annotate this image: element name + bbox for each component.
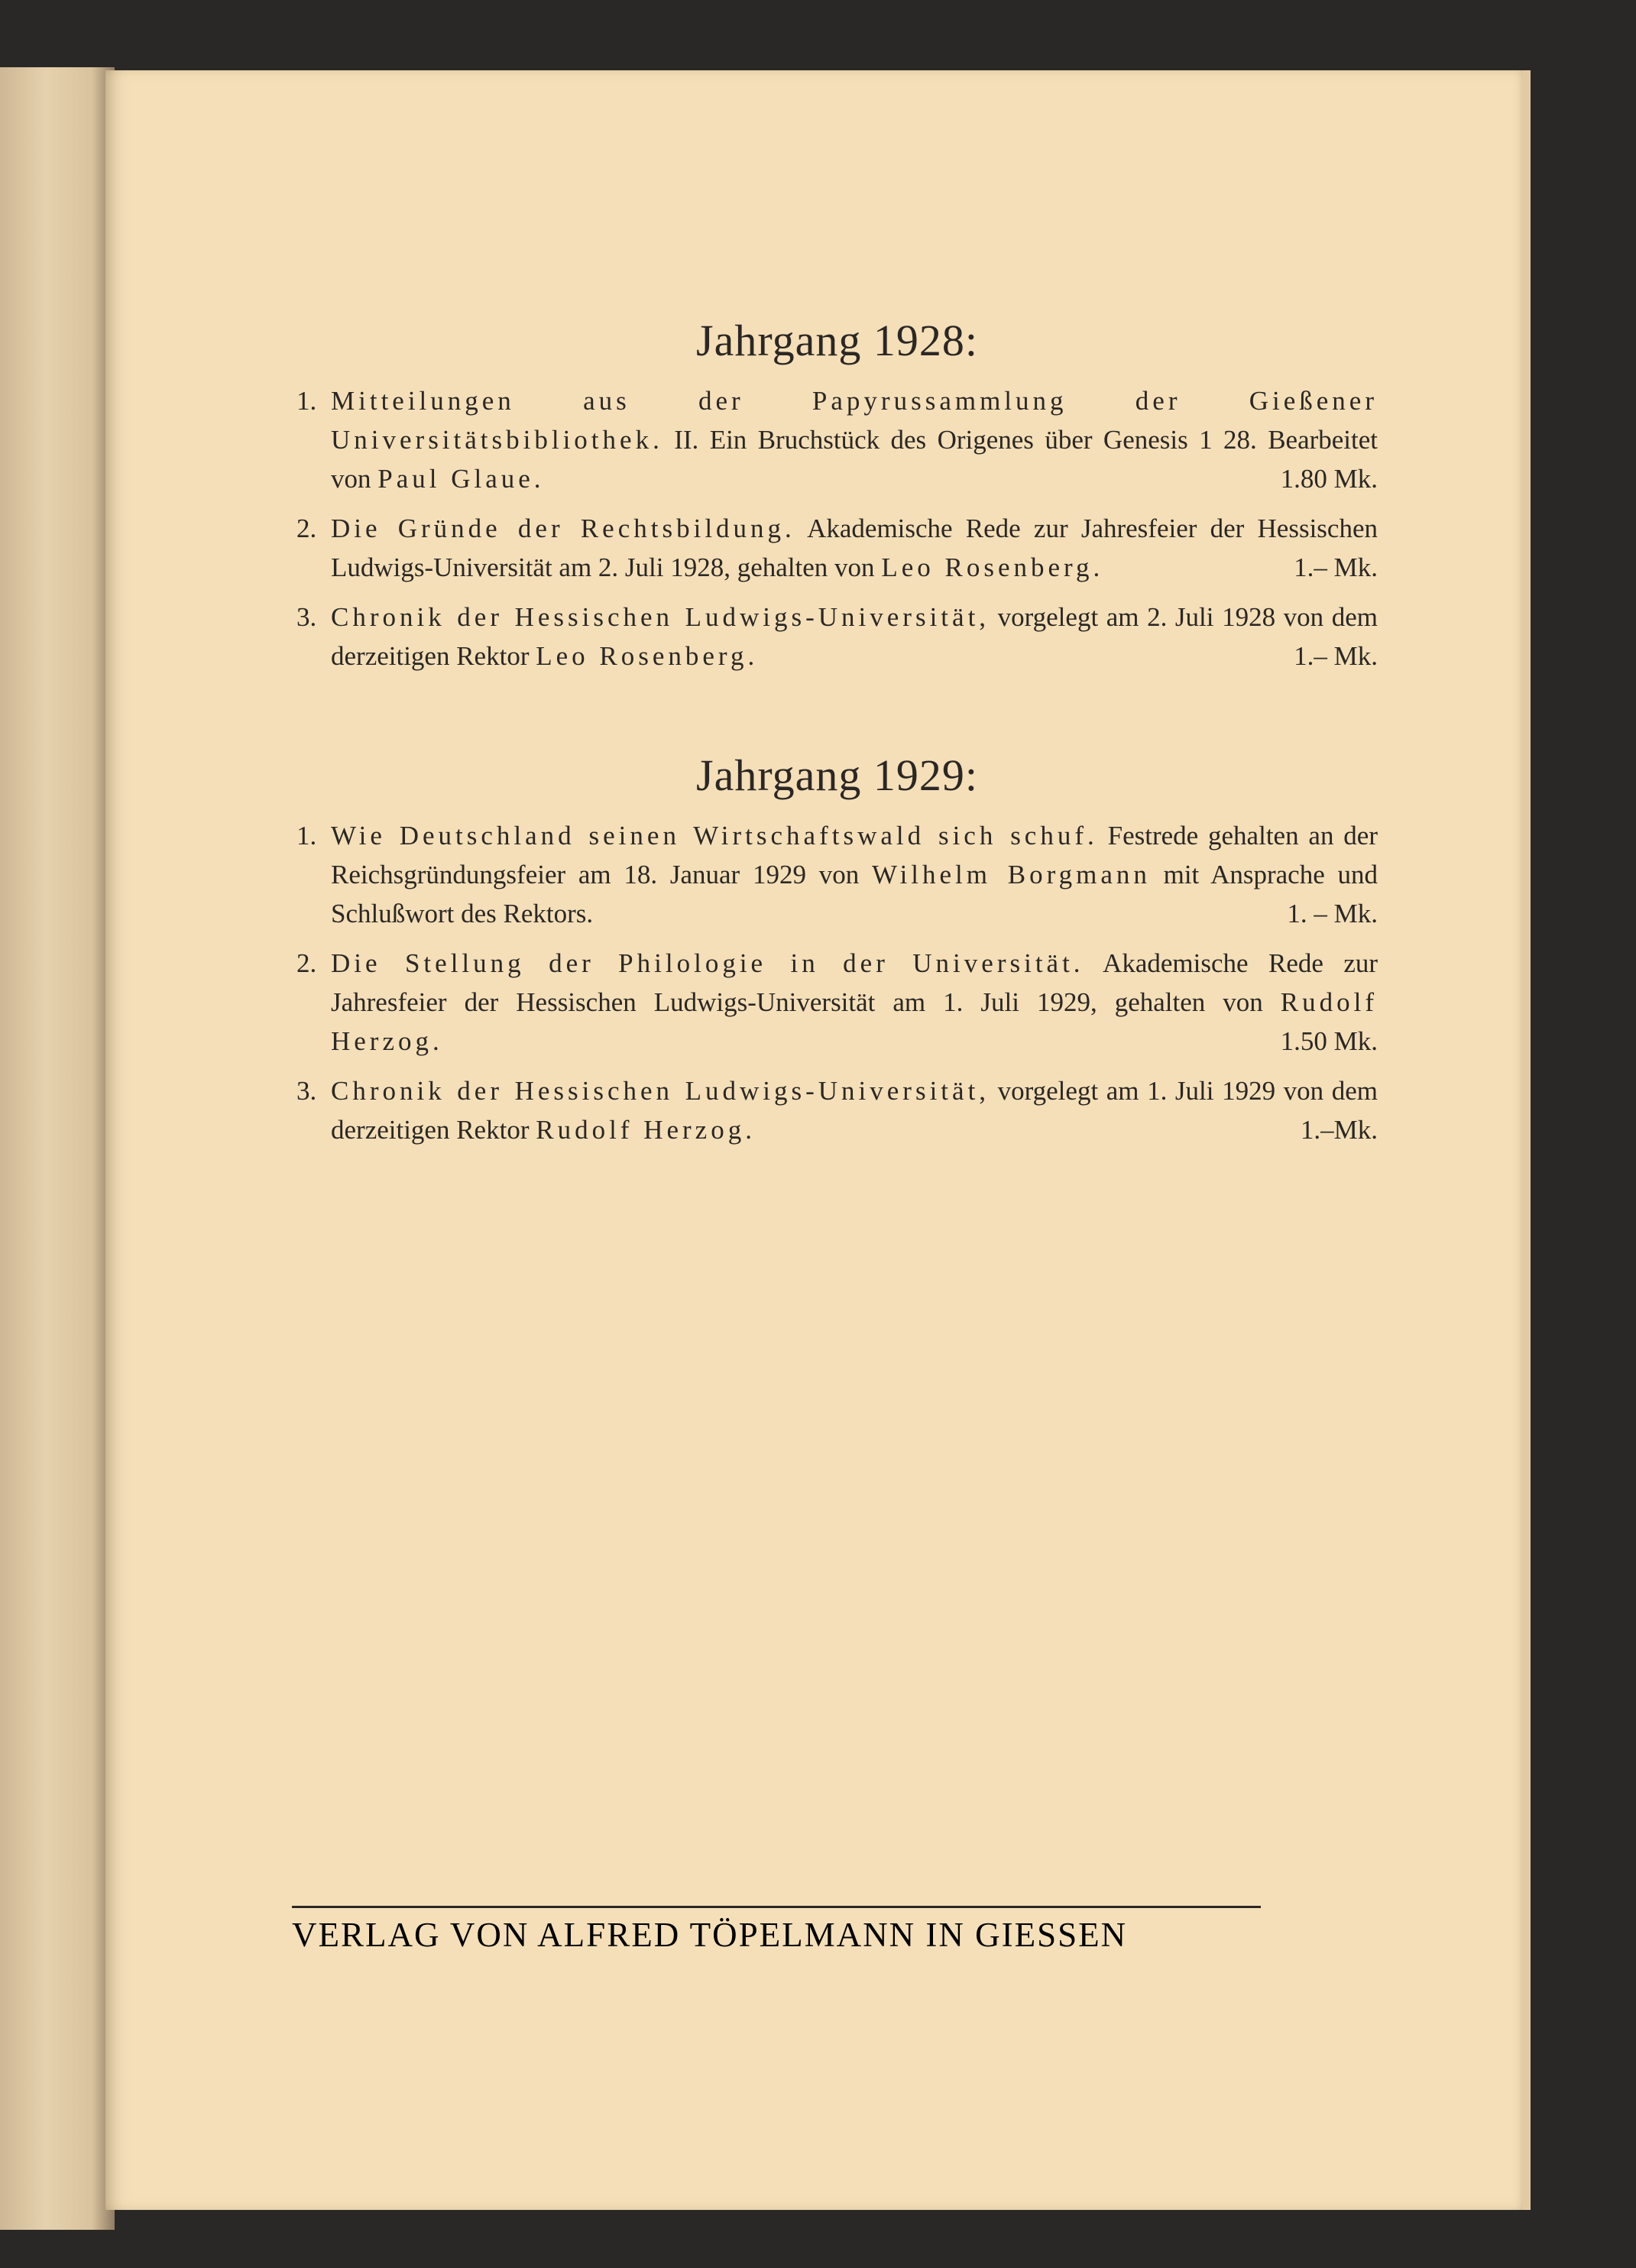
item-price: 1.50 Mk.	[1280, 1026, 1378, 1056]
item-author: Paul Glaue	[377, 464, 534, 494]
item-price: 1. – Mk.	[1287, 899, 1378, 928]
publisher-imprint: VERLAG VON ALFRED TÖPELMANN IN GIESSEN	[292, 1916, 1128, 1954]
item-description: vorgelegt am 1. Juli 1929 von dem derzeitigen Rektor	[331, 1076, 1378, 1145]
item-description: vorgelegt am 2. Juli 1928 von dem derzeitigen Rektor	[331, 602, 1378, 671]
list-item	[296, 1071, 1378, 1149]
item-title: Wie Deutschland seinen Wirtschaftswald sich schuf.	[331, 821, 1098, 851]
item-price: 1.–Mk.	[1300, 1115, 1378, 1145]
item-text	[331, 816, 1378, 933]
item-text	[331, 1071, 1378, 1149]
item-text	[331, 944, 1378, 1061]
item-description: Festrede gehalten an der Reichsgründungsfeier am 18. Januar 1929 von	[331, 821, 1378, 889]
item-title: Chronik der Hessischen Ludwigs-Universität,	[331, 602, 990, 632]
item-number: 3.	[296, 1076, 317, 1106]
list-item	[296, 598, 1378, 676]
item-number: 2.	[296, 514, 317, 543]
list-item	[296, 509, 1378, 587]
item-text	[331, 598, 1378, 676]
section-heading: Jahrgang 1928:	[696, 316, 978, 365]
item-description: II. Ein Bruchstück des Origenes über Genesis 1 28. Bearbeitet von	[331, 425, 1378, 494]
item-ending: .	[432, 1026, 439, 1056]
item-author: Leo Rosenberg	[881, 552, 1093, 582]
item-author: Rudolf Herzog	[331, 987, 1378, 1056]
item-description: Akademische Rede zur Jahresfeier der Hessischen Ludwigs-Universität am 1. Juli 1929, gehalten von	[331, 948, 1378, 1017]
publication-list	[296, 311, 1378, 1220]
item-author: Rudolf Herzog	[536, 1115, 746, 1145]
item-ending: .	[533, 464, 541, 494]
item-ending: mit Ansprache und Schlußwort des Rektors.	[331, 860, 1378, 928]
item-description: Akademische Rede zur Jahresfeier der Hessischen Ludwigs-Universität am 2. Juli 1928, gehalten von	[331, 514, 1378, 582]
item-price: 1.80 Mk.	[1280, 464, 1378, 494]
item-ending: .	[745, 1115, 752, 1145]
item-number: 3.	[296, 602, 317, 632]
list-item	[296, 816, 1378, 933]
section-heading: Jahrgang 1929:	[696, 750, 978, 800]
item-ending: .	[1093, 552, 1100, 582]
item-price: 1.– Mk.	[1294, 641, 1378, 671]
item-number: 1.	[296, 386, 317, 416]
item-title: Mitteilungen aus der Papyrussammlung der Gießener Universitätsbibliothek.	[331, 386, 1378, 455]
section-1929	[296, 746, 1378, 1149]
list-item	[296, 944, 1378, 1061]
list-item	[296, 381, 1378, 498]
item-number: 1.	[296, 821, 317, 851]
item-number: 2.	[296, 948, 317, 978]
footer-rule	[292, 1906, 1261, 1908]
item-title: Die Gründe der Rechtsbildung.	[331, 514, 795, 543]
item-title: Chronik der Hessischen Ludwigs-Universität,	[331, 1076, 990, 1106]
document-page	[105, 70, 1523, 2210]
item-author: Wilhelm Borgmann	[871, 860, 1151, 889]
page-right-edge	[1523, 70, 1531, 2210]
facing-page-edge	[0, 67, 115, 2230]
item-text	[331, 509, 1378, 587]
item-ending: .	[747, 641, 755, 671]
section-1928	[296, 311, 1378, 676]
item-title: Die Stellung der Philologie in der Universität.	[331, 948, 1084, 978]
item-price: 1.– Mk.	[1294, 552, 1378, 582]
item-author: Leo Rosenberg	[536, 641, 748, 671]
item-text	[331, 381, 1378, 498]
